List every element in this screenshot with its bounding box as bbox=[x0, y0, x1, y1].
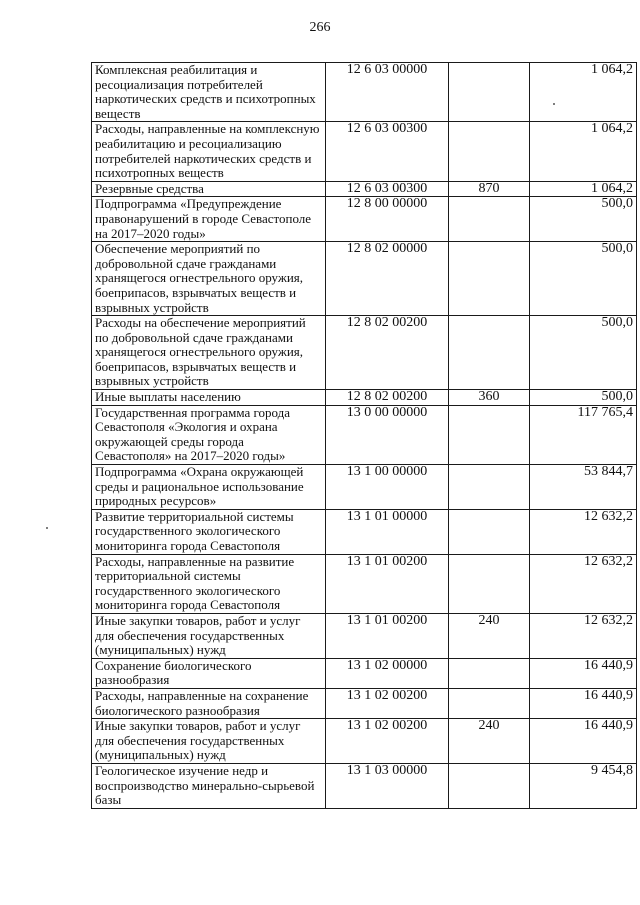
table-row bbox=[92, 465, 637, 510]
table-row bbox=[92, 242, 637, 316]
row-kind-cell: 360 bbox=[449, 390, 530, 406]
table-row bbox=[92, 63, 637, 122]
row-kind-cell: 240 bbox=[449, 719, 530, 764]
table-row bbox=[92, 719, 637, 764]
row-name-cell: Геологическое изучение недр и воспроизводство минерально-сырьевой базы bbox=[92, 763, 326, 808]
row-code-cell: 13 0 00 00000 bbox=[326, 405, 449, 464]
scan-speck bbox=[46, 527, 48, 529]
row-amount-cell: 53 844,7 bbox=[530, 465, 637, 510]
row-amount-cell: 16 440,9 bbox=[530, 658, 637, 688]
row-name-cell: Иные закупки товаров, работ и услуг для обеспечения государственных (муниципальных) нужд bbox=[92, 613, 326, 658]
row-name-cell: Государственная программа города Севастополя «Экология и охрана окружающей среды города Севастополя» на 2017–2020 годы» bbox=[92, 405, 326, 464]
row-kind-cell bbox=[449, 509, 530, 554]
row-amount-cell: 500,0 bbox=[530, 316, 637, 390]
table-row bbox=[92, 613, 637, 658]
row-code-cell: 13 1 01 00200 bbox=[326, 613, 449, 658]
row-kind-cell: 870 bbox=[449, 181, 530, 197]
row-kind-cell bbox=[449, 242, 530, 316]
row-amount-cell: 500,0 bbox=[530, 197, 637, 242]
row-name-cell: Обеспечение мероприятий по добровольной сдаче гражданами хранящегося огнестрельного оружия, боеприпасов, взрывчатых веществ и взрывных устройств bbox=[92, 242, 326, 316]
scan-speck bbox=[553, 103, 555, 105]
row-code-cell: 12 8 00 00000 bbox=[326, 197, 449, 242]
table-row bbox=[92, 554, 637, 613]
row-name-cell: Расходы, направленные на сохранение биологического разнообразия bbox=[92, 688, 326, 718]
table-row bbox=[92, 181, 637, 197]
row-code-cell: 13 1 01 00000 bbox=[326, 509, 449, 554]
row-name-cell: Подпрограмма «Предупреждение правонарушений в городе Севастополе на 2017–2020 годы» bbox=[92, 197, 326, 242]
row-code-cell: 12 6 03 00300 bbox=[326, 122, 449, 181]
row-code-cell: 12 6 03 00300 bbox=[326, 181, 449, 197]
row-code-cell: 13 1 02 00200 bbox=[326, 719, 449, 764]
row-name-cell: Иные выплаты населению bbox=[92, 390, 326, 406]
row-amount-cell: 1 064,2 bbox=[530, 63, 637, 122]
budget-table bbox=[91, 62, 637, 809]
row-code-cell: 13 1 02 00200 bbox=[326, 688, 449, 718]
row-amount-cell: 500,0 bbox=[530, 390, 637, 406]
row-amount-cell: 12 632,2 bbox=[530, 554, 637, 613]
table-row bbox=[92, 197, 637, 242]
row-code-cell: 12 8 02 00000 bbox=[326, 242, 449, 316]
table-row bbox=[92, 122, 637, 181]
row-amount-cell: 1 064,2 bbox=[530, 122, 637, 181]
row-amount-cell: 500,0 bbox=[530, 242, 637, 316]
row-code-cell: 13 1 01 00200 bbox=[326, 554, 449, 613]
table-row bbox=[92, 316, 637, 390]
row-kind-cell bbox=[449, 197, 530, 242]
row-amount-cell: 16 440,9 bbox=[530, 688, 637, 718]
budget-table-body bbox=[92, 63, 637, 809]
row-name-cell: Иные закупки товаров, работ и услуг для обеспечения государственных (муниципальных) нужд bbox=[92, 719, 326, 764]
row-code-cell: 12 6 03 00000 bbox=[326, 63, 449, 122]
row-amount-cell: 1 064,2 bbox=[530, 181, 637, 197]
table-row bbox=[92, 688, 637, 718]
row-amount-cell: 12 632,2 bbox=[530, 509, 637, 554]
row-code-cell: 13 1 00 00000 bbox=[326, 465, 449, 510]
row-kind-cell bbox=[449, 63, 530, 122]
row-kind-cell bbox=[449, 554, 530, 613]
table-row bbox=[92, 509, 637, 554]
row-name-cell: Расходы, направленные на комплексную реабилитацию и ресоциализацию потребителей наркотических средств и психотропных веществ bbox=[92, 122, 326, 181]
row-amount-cell: 9 454,8 bbox=[530, 763, 637, 808]
row-kind-cell bbox=[449, 316, 530, 390]
row-kind-cell: 240 bbox=[449, 613, 530, 658]
row-name-cell: Развитие территориальной системы государственного экологического мониторинга города Севастополя bbox=[92, 509, 326, 554]
page-number: 266 bbox=[309, 20, 331, 35]
table-row bbox=[92, 390, 637, 406]
row-name-cell: Расходы, направленные на развитие территориальной системы государственного экологического мониторинга города Севастополя bbox=[92, 554, 326, 613]
row-amount-cell: 117 765,4 bbox=[530, 405, 637, 464]
row-kind-cell bbox=[449, 465, 530, 510]
row-name-cell: Подпрограмма «Охрана окружающей среды и рациональное использование природных ресурсов» bbox=[92, 465, 326, 510]
row-amount-cell: 16 440,9 bbox=[530, 719, 637, 764]
row-name-cell: Сохранение биологического разнообразия bbox=[92, 658, 326, 688]
row-kind-cell bbox=[449, 763, 530, 808]
row-name-cell: Резервные средства bbox=[92, 181, 326, 197]
row-code-cell: 12 8 02 00200 bbox=[326, 316, 449, 390]
row-code-cell: 12 8 02 00200 bbox=[326, 390, 449, 406]
table-row bbox=[92, 658, 637, 688]
table-row bbox=[92, 405, 637, 464]
row-kind-cell bbox=[449, 122, 530, 181]
row-name-cell: Комплексная реабилитация и ресоциализация потребителей наркотических средств и психотропных веществ bbox=[92, 63, 326, 122]
row-amount-cell: 12 632,2 bbox=[530, 613, 637, 658]
row-code-cell: 13 1 03 00000 bbox=[326, 763, 449, 808]
row-kind-cell bbox=[449, 405, 530, 464]
row-kind-cell bbox=[449, 688, 530, 718]
row-kind-cell bbox=[449, 658, 530, 688]
table-row bbox=[92, 763, 637, 808]
row-name-cell: Расходы на обеспечение мероприятий по добровольной сдаче гражданами хранящегося огнестрельного оружия, боеприпасов, взрывчатых веществ и взрывных устройств bbox=[92, 316, 326, 390]
row-code-cell: 13 1 02 00000 bbox=[326, 658, 449, 688]
